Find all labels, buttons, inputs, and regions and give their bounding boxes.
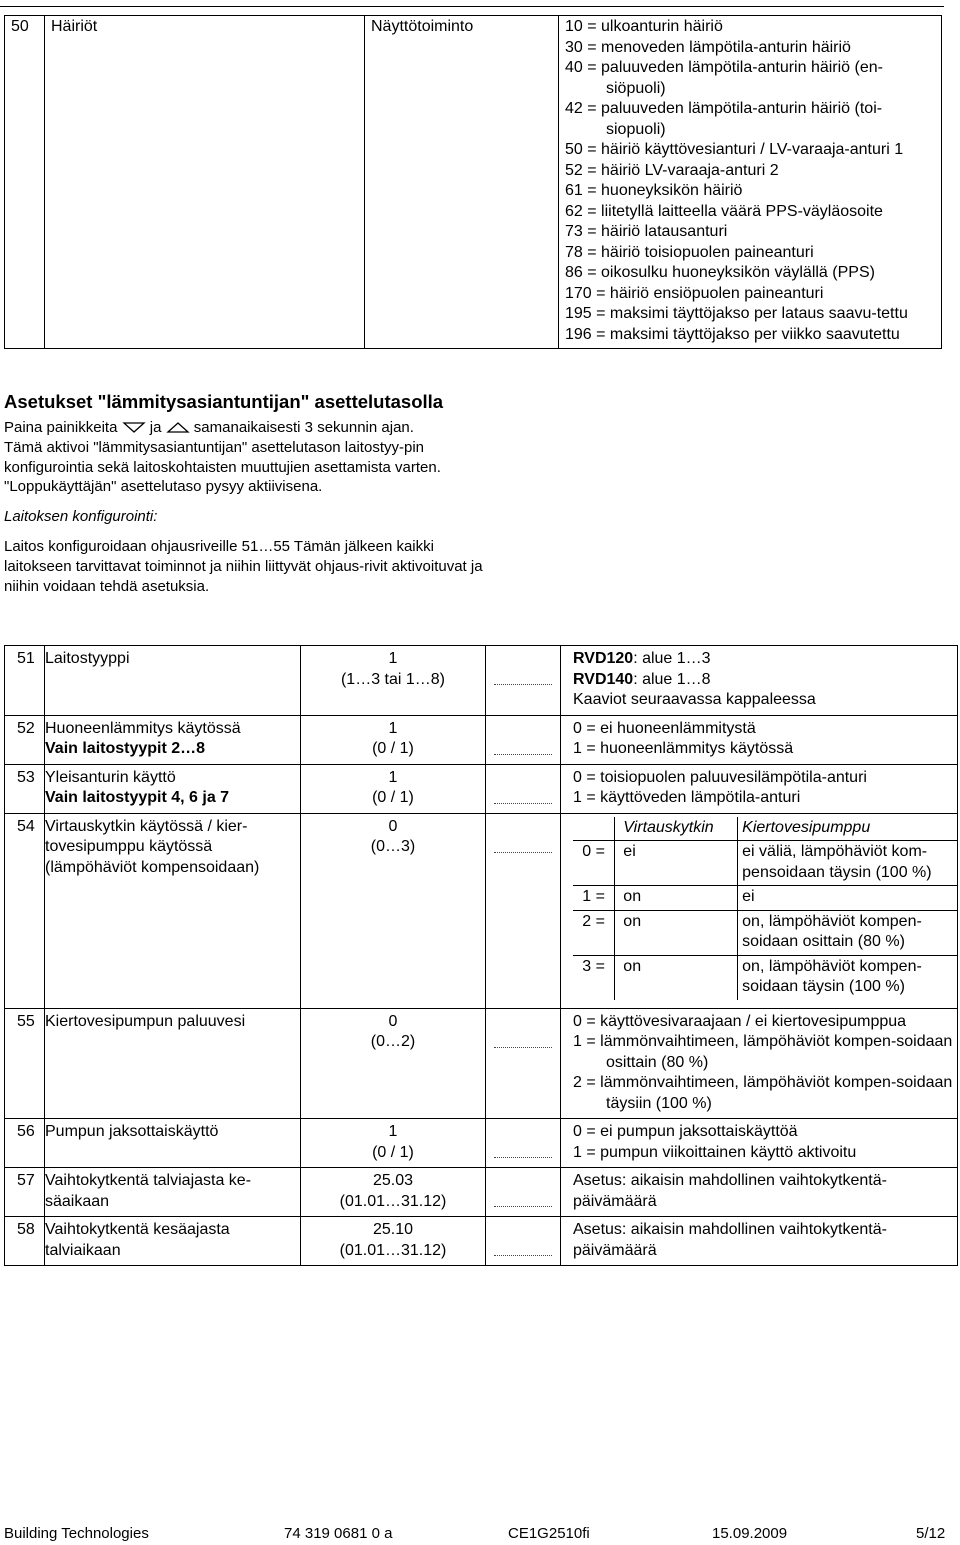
table-row xyxy=(5,1008,958,1119)
value-range: (1…3 tai 1…8) xyxy=(340,670,446,688)
param-description xyxy=(561,1008,958,1119)
value-range: (0…2) xyxy=(370,1033,416,1050)
param-number: 52 xyxy=(5,715,45,764)
matrix-row xyxy=(573,841,957,886)
fault-item: 42 = paluuveden lämpötila-anturin häiriö (toi-siopuoli) xyxy=(565,100,883,138)
param-name-cell xyxy=(45,715,301,764)
setting-field[interactable] xyxy=(486,715,561,764)
model-name: RVD140 xyxy=(573,670,634,688)
fault-item: 52 = häiriö LV-varaaja-anturi 2 xyxy=(565,161,779,179)
param-name: Kiertovesipumpun paluuvesi xyxy=(45,1008,301,1119)
fault-item: 30 = menoveden lämpötila-anturin häiriö xyxy=(565,38,851,56)
fault-item: 196 = maksimi täyttöjakso per viikko saavutettu xyxy=(565,325,900,343)
value-range: (0 / 1) xyxy=(372,789,414,806)
default-value: 1 xyxy=(388,768,398,786)
param-condition: Vain laitostyypit 4, 6 ja 7 xyxy=(45,789,230,806)
param-number: 51 xyxy=(5,646,45,716)
fault-item: 61 = huoneyksikön häiriö xyxy=(565,182,743,199)
default-value: 1 xyxy=(388,650,398,667)
parameter-table xyxy=(4,645,958,1266)
default-value: 1 xyxy=(388,1123,398,1140)
value-range: (0…3) xyxy=(370,838,416,855)
option-code: 0 = xyxy=(573,841,615,886)
default-value: 25.10 xyxy=(372,1221,414,1238)
default-value: 0 xyxy=(388,1012,398,1030)
intro-paragraph: Tämä aktivoi "lämmitysasiantuntijan" asettelutason laitostyy-pin konfigurointia sekä laitoskohtaisten muuttujien asettamista varten. xyxy=(4,438,441,476)
param-value xyxy=(301,1168,486,1217)
fault-item: 10 = ulkoanturin häiriö xyxy=(565,18,723,35)
param-name: Laitostyyppi xyxy=(45,646,301,716)
param-number: 57 xyxy=(5,1168,45,1217)
option: 2 = lämmönvaihtimeen, lämpöhäviöt kompen-soidaan täysiin (100 %) xyxy=(573,1074,953,1112)
param-number: 56 xyxy=(5,1119,45,1168)
table-row xyxy=(5,764,958,813)
fault-list xyxy=(559,16,942,349)
matrix-row xyxy=(573,886,957,911)
option: 1 = käyttöveden lämpötila-anturi xyxy=(573,789,801,806)
param-name: Vaihtokytkentä talviajasta ke-säaikaan xyxy=(45,1168,301,1217)
table-row xyxy=(5,1168,958,1217)
param-number: 55 xyxy=(5,1008,45,1119)
table-row xyxy=(5,715,958,764)
param-description xyxy=(561,764,958,813)
default-value: 25.03 xyxy=(372,1172,414,1189)
param-description: Asetus: aikaisin mahdollinen vaihtokytkentä-päivämäärä xyxy=(561,1168,958,1217)
intro-paragraph: "Loppukäyttäjän" asettelutaso pysyy aktiivisena. xyxy=(4,478,323,496)
press-text-mid: ja xyxy=(149,419,162,436)
param-name: Vaihtokytkentä kesäajasta talviaikaan xyxy=(45,1217,301,1266)
model-range: : alue 1…8 xyxy=(633,670,711,688)
fault-item: 170 = häiriö ensiöpuolen paineanturi xyxy=(565,284,824,302)
option: 1 = pumpun viikoittainen käyttö aktivoitu xyxy=(573,1143,857,1161)
option-code: 3 = xyxy=(573,955,615,1000)
param-description xyxy=(561,715,958,764)
setting-field[interactable] xyxy=(486,1168,561,1217)
fault-item: 73 = häiriö latausanturi xyxy=(565,223,728,240)
footer-doc-id: CE1G2510fi xyxy=(508,1525,590,1542)
model-range: : alue 1…3 xyxy=(633,650,711,667)
value-range: (0 / 1) xyxy=(372,740,414,757)
setting-field[interactable] xyxy=(486,813,561,1008)
param-value xyxy=(301,1008,486,1119)
table-row xyxy=(5,1119,958,1168)
setting-field[interactable] xyxy=(486,1217,561,1266)
row-range: Näyttötoiminto xyxy=(365,16,559,349)
param-value xyxy=(301,715,486,764)
flow-switch-state: on xyxy=(615,955,738,1000)
param-name: Pumpun jaksottaiskäyttö xyxy=(45,1119,301,1168)
pump-state: on, lämpöhäviöt kompen-soidaan täysin (100 %) xyxy=(738,955,957,1000)
down-button-icon xyxy=(122,420,146,434)
intro-section xyxy=(4,390,504,596)
intro-paragraph: Laitos konfiguroidaan ohjausriveille 51…55 Tämän jälkeen kaikki laitokseen tarvittavat toiminnot ja niihin liittyvät ohjaus-rivit aktivoituvat ja niihin voidaan tehdä asetuksia. xyxy=(4,537,483,595)
param-value xyxy=(301,1119,486,1168)
param-value xyxy=(301,813,486,1008)
fault-item: 40 = paluuveden lämpötila-anturin häiriö (en-siöpuoli) xyxy=(565,59,883,97)
row-name: Häiriöt xyxy=(45,16,365,349)
fault-item: 86 = oikosulku huoneyksikön väylällä (PPS) xyxy=(565,264,875,281)
fault-item: 195 = maksimi täyttöjakso per lataus saavu-tettu xyxy=(565,305,908,322)
setting-field[interactable] xyxy=(486,1008,561,1119)
setting-field[interactable] xyxy=(486,1119,561,1168)
matrix-row xyxy=(573,955,957,1000)
param-number: 54 xyxy=(5,813,45,1008)
fault-item: 62 = liitetyllä laitteella väärä PPS-väyläosoite xyxy=(565,202,883,220)
value-range: (01.01…31.12) xyxy=(339,1241,447,1259)
press-instruction xyxy=(4,418,504,438)
table-row xyxy=(5,1217,958,1266)
pump-state: ei väliä, lämpöhäviöt kom-pensoidaan täysin (100 %) xyxy=(738,841,957,886)
param-name: Yleisanturin käyttö xyxy=(45,768,176,786)
param-number: 53 xyxy=(5,764,45,813)
row-number: 50 xyxy=(5,16,45,349)
param-description: Asetus: aikaisin mahdollinen vaihtokytkentä-päivämäärä xyxy=(561,1217,958,1266)
pump-state: on, lämpöhäviöt kompen-soidaan osittain (80 %) xyxy=(738,910,957,955)
table-row xyxy=(5,646,958,716)
option: 0 = toisiopuolen paluuvesilämpötila-anturi xyxy=(573,768,867,786)
matrix-header xyxy=(573,817,957,841)
param-name-cell xyxy=(45,764,301,813)
option: 0 = ei pumpun jaksottaiskäyttöä xyxy=(573,1123,798,1140)
param-name: Huoneenlämmitys käytössä xyxy=(45,719,241,737)
flow-switch-state: on xyxy=(615,886,738,911)
default-value: 1 xyxy=(388,719,398,737)
option-matrix xyxy=(573,817,957,1000)
param-description xyxy=(561,813,958,1008)
model-name: RVD120 xyxy=(573,650,634,667)
fault-table xyxy=(4,15,942,349)
param-value xyxy=(301,1217,486,1266)
option: 0 = käyttövesivaraajaan / ei kiertovesipumppua xyxy=(573,1012,907,1030)
param-value xyxy=(301,646,486,716)
param-condition: Vain laitostyypit 2…8 xyxy=(45,740,206,757)
footer-code: 74 319 0681 0 a xyxy=(284,1525,393,1542)
value-range: (0 / 1) xyxy=(372,1143,414,1161)
header-flow-switch: Virtauskytkin xyxy=(615,817,738,841)
footer-date: 15.09.2009 xyxy=(712,1525,788,1542)
footer-company: Building Technologies xyxy=(4,1525,149,1542)
section-heading: Asetukset "lämmitysasiantuntijan" asettelutasolla xyxy=(4,391,444,412)
fault-item: 50 = häiriö käyttövesianturi / LV-varaaja-anturi 1 xyxy=(565,141,904,158)
fault-item: 78 = häiriö toisiopuolen paineanturi xyxy=(565,243,814,261)
flow-switch-state: ei xyxy=(615,841,738,886)
value-range: (01.01…31.12) xyxy=(339,1192,447,1210)
header-circulation-pump: Kiertovesipumppu xyxy=(738,817,957,841)
param-number: 58 xyxy=(5,1217,45,1266)
option: 1 = huoneenlämmitys käytössä xyxy=(573,740,794,757)
press-text-pre: Paina painikkeita xyxy=(4,419,118,436)
note: Kaaviot seuraavassa kappaleessa xyxy=(573,691,816,708)
flow-switch-state: on xyxy=(615,910,738,955)
table-row xyxy=(5,813,958,1008)
option: 1 = lämmönvaihtimeen, lämpöhäviöt kompen-soidaan osittain (80 %) xyxy=(573,1033,953,1071)
matrix-row xyxy=(573,910,957,955)
option-code: 1 = xyxy=(573,886,615,911)
param-description xyxy=(561,1119,958,1168)
param-description xyxy=(561,646,958,716)
param-name: Virtauskytkin käytössä / kier-tovesipumppu käytössä (lämpöhäviöt kompensoidaan) xyxy=(45,813,301,1008)
top-rule xyxy=(0,6,944,7)
option-code: 2 = xyxy=(573,910,615,955)
footer-page-number: 5/12 xyxy=(916,1525,946,1542)
default-value: 0 xyxy=(388,817,398,835)
option: 0 = ei huoneenlämmitystä xyxy=(573,719,756,737)
subheading: Laitoksen konfigurointi: xyxy=(4,508,158,526)
param-value xyxy=(301,764,486,813)
pump-state: ei xyxy=(738,886,957,911)
setting-field[interactable] xyxy=(486,764,561,813)
up-button-icon xyxy=(166,420,190,434)
press-text-post: samanaikaisesti 3 sekunnin ajan. xyxy=(193,419,414,436)
setting-field[interactable] xyxy=(486,646,561,716)
